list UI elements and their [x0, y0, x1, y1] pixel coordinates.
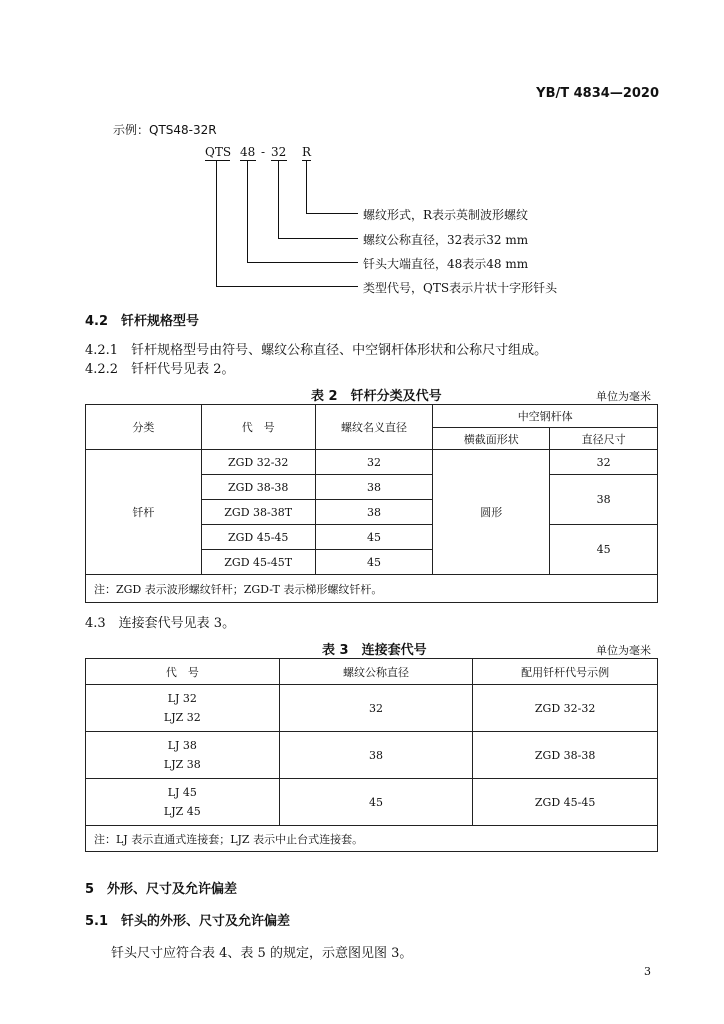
table3-code-ljz: LJZ 38 — [163, 758, 201, 771]
example-part-dash: - — [261, 145, 266, 159]
bracket-48-horizontal — [247, 262, 358, 263]
table2-thread-cell: 38 — [315, 500, 433, 525]
table3-thread-cell: 32 — [279, 685, 473, 732]
table3 — [85, 658, 658, 852]
table3-header-thread: 螺纹公称直径 — [279, 659, 473, 685]
callout-bit-diameter: 钎头大端直径，48表示48 mm — [363, 257, 529, 271]
table3-header-code: 代 号 — [86, 659, 280, 685]
table2-caption: 表 2 钎杆分类及代号 — [311, 389, 442, 404]
example-part-r: R — [302, 145, 312, 159]
table2-thread-cell: 45 — [315, 525, 433, 550]
table2-code-cell: ZGD 38-38 — [201, 475, 315, 500]
table2-code-cell: ZGD 38-38T — [201, 500, 315, 525]
table3-thread-cell: 38 — [279, 732, 473, 779]
table2-code-cell: ZGD 45-45 — [201, 525, 315, 550]
table2-header-hollow: 中空钢杆体 — [433, 405, 658, 428]
table2-note: 注：ZGD 表示波形螺纹钎杆；ZGD-T 表示梯形螺纹钎杆。 — [86, 575, 658, 603]
bracket-qts-horizontal — [216, 286, 358, 287]
table3-unit: 单位为毫米 — [596, 644, 651, 657]
table2-header-shape: 横截面形状 — [433, 428, 550, 450]
table2-diameter-cell: 38 — [550, 475, 658, 525]
section-5-1-text: 钎头尺寸应符合表 4、表 5 的规定，示意图见图 3。 — [111, 946, 413, 961]
table3-rod-cell: ZGD 32-32 — [473, 685, 658, 732]
example-label: 示例：QTS48-32R — [113, 123, 217, 137]
table2-shape-cell: 圆形 — [433, 450, 550, 575]
table2-diameter-cell: 32 — [550, 450, 658, 475]
section-4-2-title: 4.2 钎杆规格型号 — [85, 314, 200, 329]
bracket-32-horizontal — [278, 238, 358, 239]
underline-qts — [205, 160, 230, 161]
table2-thread-cell: 45 — [315, 550, 433, 575]
table2-diameter-cell: 45 — [550, 525, 658, 575]
table2-thread-cell: 38 — [315, 475, 433, 500]
table3-caption: 表 3 连接套代号 — [322, 643, 427, 658]
table2-header-thread: 螺纹名义直径 — [315, 405, 433, 450]
page-number: 3 — [644, 965, 651, 978]
table3-code-cell — [86, 732, 280, 779]
callout-thread-form: 螺纹形式，R表示英制波形螺纹 — [363, 208, 529, 222]
table2-code-cell: ZGD 45-45T — [201, 550, 315, 575]
bracket-qts-vertical — [216, 161, 217, 287]
example-part-32: 32 — [271, 145, 287, 159]
table-row — [86, 685, 658, 732]
table2-header-category: 分类 — [86, 405, 202, 450]
table-row — [86, 732, 658, 779]
table2-thread-cell: 32 — [315, 450, 433, 475]
callout-type-code: 类型代号，QTS表示片状十字形钎头 — [363, 281, 558, 295]
bracket-32-vertical — [278, 161, 279, 239]
table3-rod-cell: ZGD 38-38 — [473, 732, 658, 779]
example-part-48: 48 — [240, 145, 256, 159]
table2-unit: 单位为毫米 — [596, 390, 651, 403]
table3-note: 注：LJ 表示直通式连接套；LJZ 表示中止台式连接套。 — [86, 826, 658, 852]
table2-category-cell: 钎杆 — [86, 450, 202, 575]
table3-rod-cell: ZGD 45-45 — [473, 779, 658, 826]
section-5-1-title: 5.1 钎头的外形、尺寸及允许偏差 — [85, 914, 291, 929]
table-row — [86, 450, 658, 475]
table3-code-ljz: LJZ 45 — [163, 805, 201, 818]
bracket-r-horizontal — [306, 213, 358, 214]
table3-code-lj: LJ 45 — [167, 786, 197, 799]
bracket-48-vertical — [247, 161, 248, 263]
table3-thread-cell: 45 — [279, 779, 473, 826]
table3-code-lj: LJ 38 — [167, 739, 197, 752]
table2 — [85, 404, 658, 603]
table3-code-cell — [86, 685, 280, 732]
table2-header-code: 代 号 — [201, 405, 315, 450]
table-row — [86, 779, 658, 826]
bracket-r-vertical — [306, 161, 307, 214]
callout-thread-diameter: 螺纹公称直径，32表示32 mm — [363, 233, 529, 247]
underline-48 — [240, 160, 256, 161]
table3-code-lj: LJ 32 — [167, 692, 197, 705]
table3-code-ljz: LJZ 32 — [163, 711, 201, 724]
section-4-2-1-text: 4.2.1 钎杆规格型号由符号、螺纹公称直径、中空钢杆体形状和公称尺寸组成。 — [85, 343, 548, 358]
section-5-title: 5 外形、尺寸及允许偏差 — [85, 882, 238, 897]
underline-32 — [271, 160, 287, 161]
document-code: YB/T 4834—2020 — [536, 86, 659, 101]
table2-code-cell: ZGD 32-32 — [201, 450, 315, 475]
table3-header-rod: 配用钎杆代号示例 — [473, 659, 658, 685]
section-4-2-2-text: 4.2.2 钎杆代号见表 2。 — [85, 362, 235, 377]
section-4-3-text: 4.3 连接套代号见表 3。 — [85, 616, 236, 631]
example-part-qts: QTS — [205, 145, 232, 159]
table3-code-cell — [86, 779, 280, 826]
table2-header-diameter: 直径尺寸 — [550, 428, 658, 450]
